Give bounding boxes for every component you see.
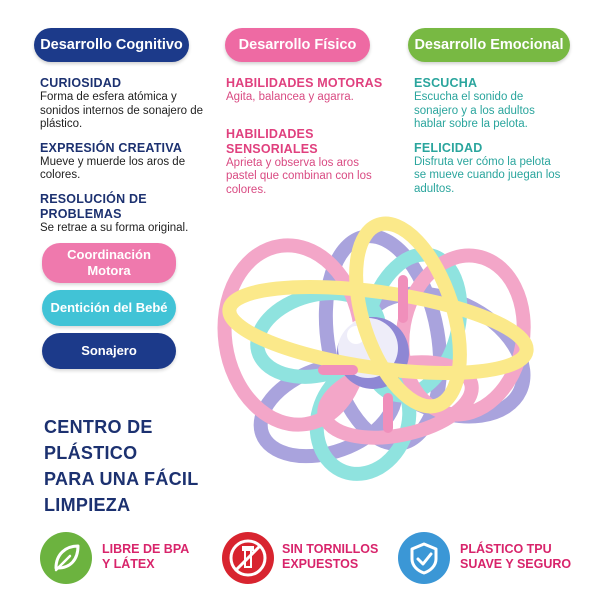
- problem-solving-heading: RESOLUCIÓN DE PROBLEMAS: [40, 191, 147, 221]
- center-cleaning-text: CENTRO DE PLÁSTICO PARA UNA FÁCIL LIMPIEZA: [44, 417, 199, 515]
- motor-skills-heading: HABILIDADES MOTORAS: [226, 76, 383, 90]
- problem-solving-text: Se retrae a su forma original.: [40, 221, 189, 234]
- curiosity-text: Forma de esfera atómica y sonidos internos de sonajero de plástico.: [40, 91, 204, 130]
- no-exposed-screws-label: SIN TORNILLOS EXPUESTOS: [282, 542, 379, 571]
- tpu-plastic-label: PLÁSTICO TPU SUAVE Y SEGURO: [460, 542, 572, 571]
- header-cognitive: Desarrollo Cognitivo: [34, 28, 189, 62]
- physical-column: [226, 76, 394, 206]
- no-screw-icon: [222, 532, 274, 584]
- bpa-free-label: LIBRE DE BPA Y LÁTEX: [102, 542, 190, 571]
- listen-text: Escucha el sonido de sonajero y a los adultos hablar sobre la pelota.: [414, 91, 535, 130]
- no-exposed-screws-badge: [222, 532, 274, 584]
- sensory-skills-heading: HABILIDADES SENSORIALES: [226, 126, 318, 156]
- teething-pill: Dentición del Bebé: [42, 290, 176, 326]
- listen-heading: ESCUCHA: [414, 76, 478, 90]
- curiosity-heading: CURIOSIDAD: [40, 76, 122, 90]
- rattle-pill: Sonajero: [42, 333, 176, 369]
- toy-ring-ball-image: [208, 205, 568, 505]
- motor-skills-text: Agita, balancea y agarra.: [226, 91, 354, 103]
- creative-text: Mueve y muerde los aros de colores.: [40, 155, 186, 181]
- shield-check-icon: [398, 532, 450, 584]
- header-physical: Desarrollo Físico: [225, 28, 370, 62]
- sensory-skills-text: Aprieta y observa los aros pastel que combinan con los colores.: [226, 156, 372, 196]
- tpu-plastic-badge: [398, 532, 450, 584]
- leaf-icon: [40, 532, 92, 584]
- bpa-free-badge: [40, 532, 92, 584]
- creative-heading: EXPRESIÓN CREATIVA: [40, 140, 183, 155]
- emotional-column: [414, 76, 564, 205]
- header-emotional: Desarrollo Emocional: [408, 28, 570, 62]
- happiness-text: Disfruta ver cómo la pelota se mueve cuando juegan los adultos.: [414, 155, 561, 195]
- coordination-pill: Coordinación Motora: [42, 243, 176, 283]
- cognitive-column: [40, 76, 212, 244]
- happiness-heading: FELICIDAD: [414, 140, 483, 155]
